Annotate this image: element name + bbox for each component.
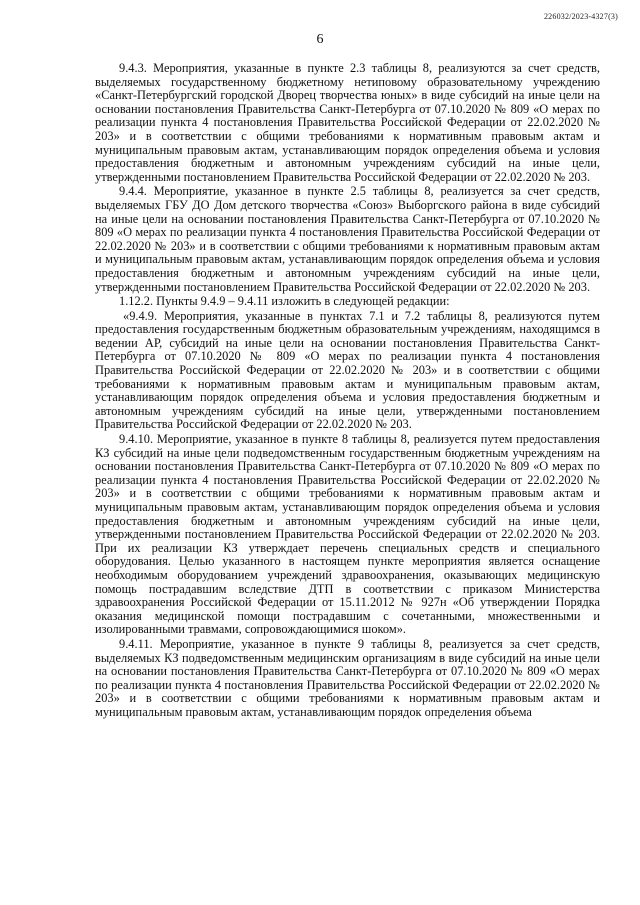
- paragraph-9-4-4: 9.4.4. Мероприятие, указанное в пункте 2.5 таблицы 8, реализуется за счет средств, выделяемых ГБУ ДО Дом детского творчества «Союз» Выборгского района в виде субсидий на иные цели на основании постановления Правительства Санкт-Петербурга от 07.10.2020 № 809 «О мерах по реализации пункта 4 постановления Правительства Российской Федерации от 22.02.2020 № 203» и в соответствии с общими требованиями к нормативным правовым актам и муниципальным правовым актам, устанавливающим порядок определения объема и условия предоставления бюджетным и автономным учреждениям субсидий на иные цели, утвержденными постановлением Правительства Российской Федерации от 22.02.2020 № 203.: [95, 184, 600, 294]
- paragraph-9-4-3: 9.4.3. Мероприятия, указанные в пункте 2.3 таблицы 8, реализуются за счет средств, выделяемых государственному бюджетному нетиповому образовательному учреждению «Санкт-Петербургский городской Дворец творчества юных» в виде субсидий на иные цели на основании постановления Правительства Санкт-Петербурга от 07.10.2020 № 809 «О мерах по реализации пункта 4 постановления Правительства Российской Федерации от 22.02.2020 № 203» и в соответствии с общими требованиями к нормативным правовым актам и муниципальным правовым актам, устанавливающим порядок определения объема и условия предоставления бюджетным и автономным учреждениям субсидий на иные цели, утвержденными постановлением Правительства Российской Федерации от 22.02.2020 № 203.: [95, 61, 600, 184]
- paragraph-1-12-2: 1.12.2. Пункты 9.4.9 – 9.4.11 изложить в следующей редакции:: [119, 294, 450, 309]
- document-registration-number: 226032/2023-4327(3): [543, 12, 618, 21]
- page-number: 6: [316, 32, 324, 47]
- document-body: [95, 62, 600, 721]
- paragraph-9-4-9: «9.4.9. Мероприятия, указанные в пунктах 7.1 и 7.2 таблицы 8, реализуются путем предоставления государственным бюджетным образовательным учреждениям, находящимся в ведении АР, субсидий на иные цели на основании постановления Правительства Санкт-Петербурга от 07.10.2020 № 809 «О мерах по реализации пункта 4 постановления Правительства Российской Федерации от 22.02.2020 № 203» и в соответствии с общими требованиями к нормативным правовым актам и муниципальным правовым актам, устанавливающим порядок определения объема и условия предоставления бюджетным и автономным учреждениям субсидий на иные цели, утвержденными постановлением Правительства Российской Федерации от 22.02.2020 № 203.: [95, 308, 600, 432]
- paragraph-9-4-10: 9.4.10. Мероприятие, указанное в пункте 8 таблицы 8, реализуется путем предоставления КЗ субсидий на иные цели подведомственным государственным бюджетным учреждениям на основании постановления Правительства Санкт-Петербурга от 07.10.2020 № 809 «О мерах по реализации пункта 4 постановления Правительства Российской Федерации от 22.02.2020 № 203» и в соответствии с общими требованиями к нормативным правовым актам и муниципальным правовым актам, устанавливающим порядок определения объема и условия предоставления бюджетным и автономным учреждениям субсидий на иные цели, утвержденными постановлением Правительства Российской Федерации от 22.02.2020 № 203. При их реализации КЗ утверждает перечень специальных средств и специального оборудования. Целью указанного в настоящем пункте мероприятия является оснащение необходимым оборудованием учреждений здравоохранения, оказывающих медицинскую помощь пострадавшим вследствие ДТП в соответствии с приказом Министерства здравоохранения Российской Федерации от 15.11.2012 № 927н «Об утверждении Порядка оказания медицинской помощи пострадавшим с сочетанными, множественными и изолированными травмами, сопровождающимися шоком».: [95, 432, 600, 637]
- paragraph-9-4-11: 9.4.11. Мероприятие, указанное в пункте 9 таблицы 8, реализуется за счет средств, выделяемых КЗ подведомственным медицинским организациям в виде субсидий на иные цели на основании постановления Правительства Санкт-Петербурга от 07.10.2020 № 809 «О мерах по реализации пункта 4 постановления Правительства Российской Федерации от 22.02.2020 № 203» и в соответствии с общими требованиями к нормативным правовым актам и муниципальным правовым актам, устанавливающим порядок определения объема: [95, 636, 600, 719]
